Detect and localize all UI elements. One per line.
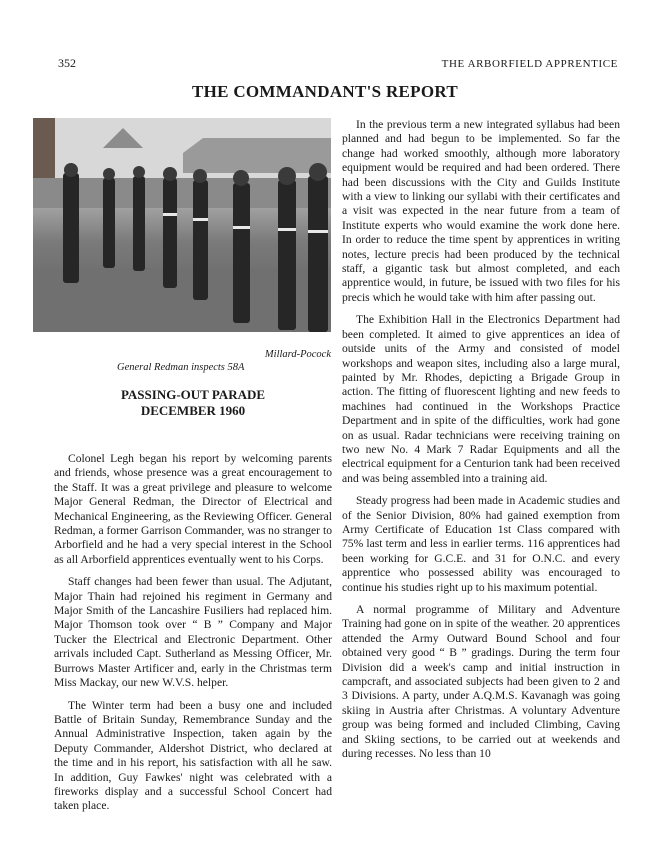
left-column — [54, 452, 332, 822]
section-heading-line1: PASSING-OUT PARADE — [120, 387, 266, 402]
right-column — [342, 118, 620, 769]
photo-credit: Millard-Pocock — [264, 349, 331, 360]
paragraph: The Winter term had been a busy one and included Battle of Britain Sunday, Remembrance Sunday and the Annual Administrative Inspection, taken again by the Deputy Commander, Aldershot District, who declared at the time and in his report, his satisfaction with all he saw. In addition, Guy Fawkes' night was celebrated with a fireworks display and a successful School Concert had taken place. — [54, 698, 332, 813]
parade-photo — [33, 118, 331, 332]
section-heading — [54, 387, 332, 419]
photo-caption: General Redman inspects 58A — [117, 362, 245, 373]
paragraph: Staff changes had been fewer than usual. The Adjutant, Major Thain had rejoined his regiment in Germany and Major Smith of the Lancashire Fusiliers had replaced him. Major Thomson took over “ B ” Company and Major Tucker the Electrical and Electronic Department. Other arrivals included Capt. Sutherland as Messing Officer, Mr. Burrows Master Artificer and, early in the Christmas term Miss Mackay, our new W.V.S. helper. — [54, 575, 332, 690]
paragraph: Steady progress had been made in Academic studies and of the Senior Division, 80% had gained exemption from Army Certificate of Education 1st Class compared with 75% last term and less in earlier terms. 116 apprentices had been working for G.C.E. and 31 for O.N.C. and every apprentice who possessed ability was encouraged to continue his studies right up to his maximum potential. — [342, 494, 620, 594]
page-number: 352 — [58, 56, 76, 70]
page-title: THE COMMANDANT'S REPORT — [191, 82, 459, 101]
paragraph: A normal programme of Military and Adventure Training had gone on in spite of the weather. 20 apprentices attended the Army Outward Bound School and four obtained very good “ B ” gradings. During the term four Division did a week's camp and initial instruction in campcraft, and associated subjects had been given to 2 and 3 Divisions. A party, under A.Q.M.S. Kavanagh was going skiing in Austria after Christmas. A voluntary Adventure group was being formed and included Climbing, Caving and Skiing sections, to be carried out at weekends and during recesses. No less than 10 — [342, 603, 620, 761]
parade-photo-image — [33, 118, 331, 332]
paragraph: The Exhibition Hall in the Electronics Department had been completed. It aimed to give apprentices an idea of outside units of the Army and consisted of model workshops and weapon sites, including also a large mural, painted by Mr. Rhodes, depicting a Brigade Group in action. The fitting of fluorescent lighting and new feeds to machines had continued in the Workshops Practice Department and in spite of the difficulties, work had gone on as usual. Radar technicians were receiving training on two new No. 4 Mark 7 Radar Equipments and all the electrical equipment for a Centurion tank had been received and was being assembled into a training aid. — [342, 313, 620, 485]
running-head: THE ARBORFIELD APPRENTICE — [441, 58, 618, 70]
paragraph: Colonel Legh began his report by welcoming parents and friends, whose presence was a great encouragement to the Staff. It was a great privilege and pleasure to welcome Major General Redman, the Director of Electrical and Mechanical Engineering, as the Reviewing Officer. General Redman, a former Garrison Commander, was no stranger to Arborfield and he had a very special interest in the School as all Arborfield apprentices eventually went to his Corps. — [54, 452, 332, 566]
section-heading-line2: DECEMBER 1960 — [140, 403, 246, 418]
paragraph: In the previous term a new integrated syllabus had been planned and had begun to be implemented. So far the change had worked smoothly, although more laboratory equipment would be required and had been ordered. There had been discussions with the City and Guilds Institute with a view to linking our syllabi with their certificates and a visit was expected in the near future from a team of Institute experts who would examine the work done here. In order to reduce the time spent by apprentices in writing notes, lecture precis had been produced by the technical staff, a gigantic task but almost completed, and each apprentice would, in future, be issued with two files for his precis which he would take with him after passing out. — [342, 118, 620, 304]
